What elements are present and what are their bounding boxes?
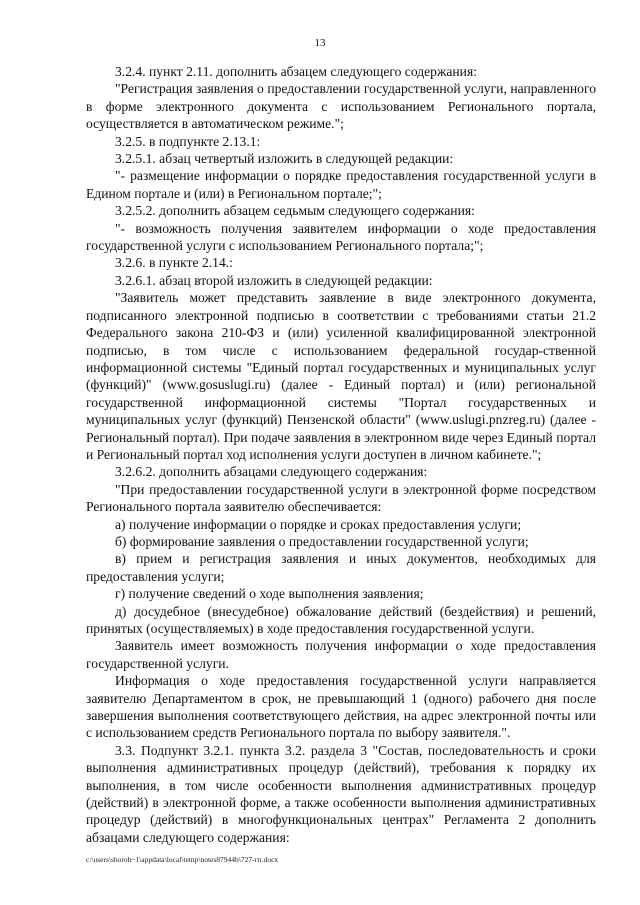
document-body: [86, 63, 596, 846]
paragraph: г) получение сведений о ходе выполнения заявления;: [115, 586, 424, 602]
footer-file-path: c:\users\shoroh~1\appdata\local\temp\notes87944b\727-гп.docx: [86, 855, 279, 864]
page-number: 13: [314, 37, 326, 49]
paragraph: "При предоставлении государственной услуги в электронной форме посредством Регионального портала заявителю обеспечивается:: [86, 481, 596, 515]
paragraph: Заявитель имеет возможность получения информации о ходе предоставления государственной услуги.: [86, 638, 596, 671]
paragraph: в) прием и регистрация заявления и иных документов, необходимых для предоставления услуги;: [86, 551, 596, 584]
paragraph: 3.2.6.2. дополнить абзацами следующего содержания:: [115, 464, 428, 480]
paragraph: 3.2.5. в подпункте 2.13.1:: [115, 133, 261, 149]
paragraph: 3.2.5.2. дополнить абзацем седьмым следующего содержания:: [115, 203, 475, 219]
paragraph: 3.2.6.1. абзац второй изложить в следующей редакции:: [115, 272, 433, 288]
paragraph: "- возможность получения заявителем информации о ходе предоставления государственной услуги с использованием Регионального портала;";: [86, 220, 596, 254]
paragraph: "Заявитель может представить заявление в виде электронного документа, подписанного электронной подписью в соответствии с требованиями статьи 21.2 Федерального закона 210-ФЗ и (или) усиленной квалифицированной электронной подписью, в том числе с использованием федеральной государ-ственной информационной системы "Единый портал государственных и муниципальных услуг (функций)" (www.gosuslugi.ru) (далее - Единый портал) и (или) региональной государственной информационной системы "Портал государственных и муниципальных услуг (функций) Пензенской области" (www.uslugi.pnzreg.ru) (далее - Региональный портал). При подаче заявления в электронном виде через Единый портал и Региональный портал ход исполнения услуги доступен в личном кабинете.";: [86, 290, 596, 462]
paragraph: д) досудебное (внесудебное) обжалование действий (бездействия) и решений, принятых (осуществляемых) в ходе предоставления государственной услуги.: [86, 603, 596, 636]
paragraph: 3.2.6. в пункте 2.14.:: [115, 255, 233, 271]
paragraph: "Регистрация заявления о предоставлении государственной услуги, направленного в форме электронного документа с использованием Регионального портала, осуществляется в автоматическом режиме.";: [86, 81, 596, 132]
paragraph: Информация о ходе предоставления государственной услуги направляется заявителю Департаментом в срок, не превышающий 1 (одного) рабочего дня после завершения выполнения соответствующего действия, на адрес электронной почты или с использованием средств Регионального портала по выбору заявителя.".: [86, 673, 596, 741]
paragraph: 3.2.5.1. абзац четвертый изложить в следующей редакции:: [115, 151, 454, 167]
paragraph: а) получение информации о порядке и сроках предоставления услуги;: [115, 516, 522, 532]
paragraph: 3.3. Подпункт 3.2.1. пункта 3.2. раздела 3 "Состав, последовательность и сроки выполнения административных процедур (действий), требования к порядку их выполнения, в том числе особенности выполнения административных процедур (действий) в электронной форме, а также особенности выполнения административных процедур (действий) в многофункциональных центрах" Регламента 2 дополнить абзацами следующего содержания:: [86, 742, 596, 845]
paragraph: "- размещение информации о порядке предоставления государственной услуги в Едином портале и (или) в Региональном портале;";: [86, 168, 596, 201]
paragraph: 3.2.4. пункт 2.11. дополнить абзацем следующего содержания:: [115, 64, 477, 79]
paragraph: б) формирование заявления о предоставлении государственной услуги;: [115, 533, 529, 549]
